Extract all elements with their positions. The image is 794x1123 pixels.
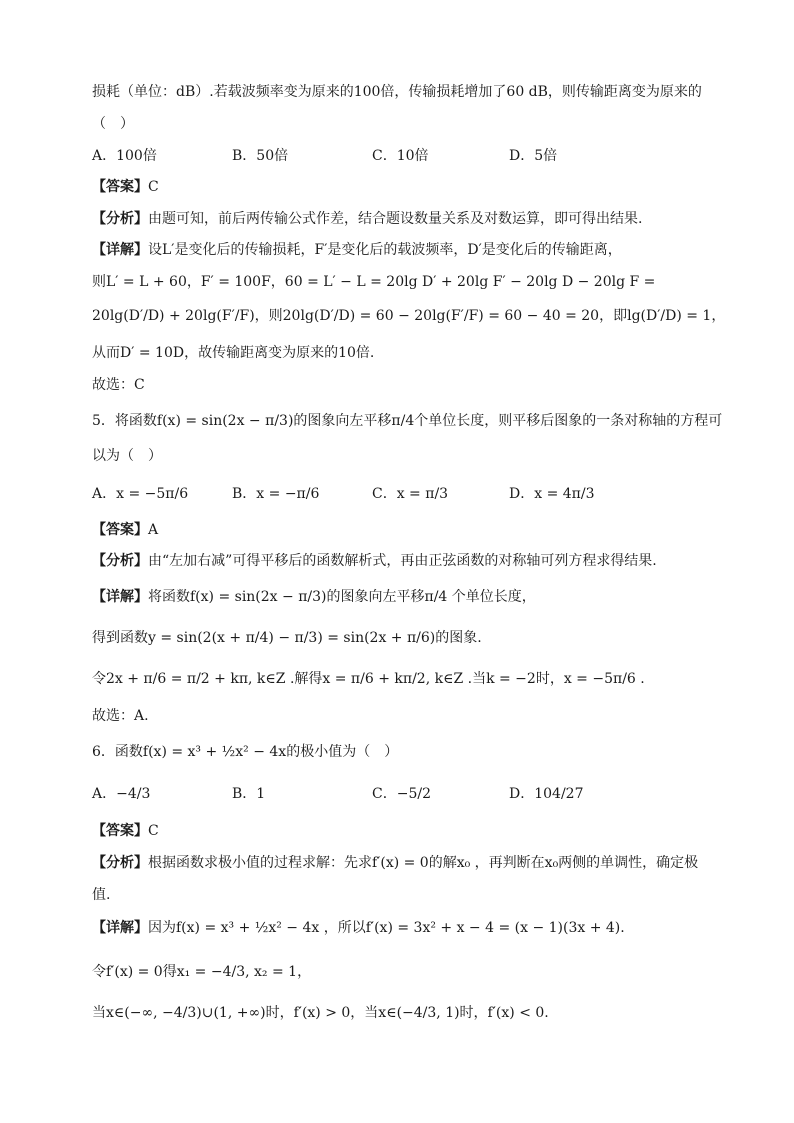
q6-option-a: A．−4/3 bbox=[92, 786, 151, 802]
q6-stem-line: 6．函数f(x) = x³ + ½x² − 4x的极小值为（ ） bbox=[92, 744, 399, 760]
q5-detail-1: 将函数f(x) = sin(2x − π/3)的图象向左平移π/4 个单位长度， bbox=[148, 589, 536, 605]
q5-analysis-line bbox=[92, 551, 704, 571]
q6-option-b: B．1 bbox=[232, 786, 266, 802]
answer-tag: 【答案】 bbox=[92, 823, 148, 839]
q4-option-d: D．5倍 bbox=[509, 148, 558, 164]
q6-answer-line bbox=[92, 821, 704, 841]
q6-option-d: D．104/27 bbox=[509, 786, 584, 802]
q6-detail-line-3: 当x∈(−∞, −4/3)∪(1, +∞)时，f′(x) > 0，当x∈(−4/3, 1)时，f′(x) < 0. bbox=[92, 1005, 549, 1021]
q5-detail-line-2: 得到函数y = sin(2(x + π/4) − π/3) = sin(2x + π/6)的图象. bbox=[92, 630, 482, 646]
q5-analysis: 由“左加右减”可得平移后的函数解析式，再由正弦函数的对称轴可列方程求得结果. bbox=[148, 553, 657, 569]
q4-choose: 故选：C bbox=[92, 377, 145, 393]
q6-detail-line-2: 令f′(x) = 0得x₁ = −4/3, x₂ = 1， bbox=[92, 964, 312, 980]
q6-analysis-line-1 bbox=[92, 853, 704, 873]
q5-option-b: B．x = −π/6 bbox=[232, 486, 320, 502]
detail-tag: 【详解】 bbox=[92, 242, 148, 258]
q6-analysis-1: 根据函数求极小值的过程求解：先求f′(x) = 0的解x₀ ，再判断在x₀两侧的单调性，确定极 bbox=[148, 855, 699, 871]
q4-detail-line-2: 则L′ = L + 60，F′ = 100F，60 = L′ − L = 20lg D′ + 20lg F′ − 20lg D − 20lg F = bbox=[92, 274, 656, 290]
q5-stem-line-2: 以为（ ） bbox=[92, 448, 162, 464]
q6-detail-line-1 bbox=[92, 918, 704, 938]
answer-tag: 【答案】 bbox=[92, 522, 148, 538]
q4-answer-line bbox=[92, 177, 704, 197]
q4-analysis-line bbox=[92, 209, 704, 229]
q4-option-b: B．50倍 bbox=[232, 148, 289, 164]
q6-answer: C bbox=[148, 823, 159, 839]
answer-tag: 【答案】 bbox=[92, 179, 148, 195]
q5-detail-line-3: 令2x + π/6 = π/2 + kπ, k∈Z .解得x = π/6 + kπ/2, k∈Z .当k = −2时，x = −5π/6 . bbox=[92, 671, 645, 687]
q4-detail-1: 设L′是变化后的传输损耗，F′是变化后的载波频率，D′是变化后的传输距离， bbox=[148, 242, 622, 258]
q5-detail-line-1 bbox=[92, 587, 704, 607]
q4-option-a: A．100倍 bbox=[92, 148, 157, 164]
q6-detail-1: 因为f(x) = x³ + ½x² − 4x ，所以f′(x) = 3x² + x − 4 = (x − 1)(3x + 4). bbox=[148, 920, 625, 936]
analysis-tag: 【分析】 bbox=[92, 211, 148, 227]
analysis-tag: 【分析】 bbox=[92, 855, 148, 871]
q4-answer: C bbox=[148, 179, 159, 195]
q6-option-c: C．−5/2 bbox=[372, 786, 431, 802]
q5-answer-line bbox=[92, 520, 704, 540]
detail-tag: 【详解】 bbox=[92, 589, 148, 605]
q4-detail-line-3: 20lg(D′/D) + 20lg(F′/F)，则20lg(D′/D) = 60 − 20lg(F′/F) = 60 − 40 = 20，即lg(D′/D) = 1， bbox=[92, 308, 726, 324]
detail-tag: 【详解】 bbox=[92, 920, 148, 936]
q4-paren: （ ） bbox=[92, 116, 134, 132]
analysis-tag: 【分析】 bbox=[92, 553, 148, 569]
q5-option-c: C．x = π/3 bbox=[372, 486, 449, 502]
q4-option-c: C．10倍 bbox=[372, 148, 429, 164]
q5-stem-line-1: 5．将函数f(x) = sin(2x − π/3)的图象向左平移π/4个单位长度，则平移后图象的一条对称轴的方程可 bbox=[92, 413, 723, 429]
q5-choose: 故选：A. bbox=[92, 708, 149, 724]
q4-detail-line-4: 从而D′ = 10D，故传输距离变为原来的10倍. bbox=[92, 345, 375, 361]
q4-analysis: 由题可知，前后两传输公式作差，结合题设数量关系及对数运算，即可得出结果. bbox=[148, 211, 643, 227]
q4-intro-line: 损耗（单位：dB）.若载波频率变为原来的100倍，传输损耗增加了60 dB，则传输距离变为原来的 bbox=[92, 84, 702, 100]
q4-detail-line-1 bbox=[92, 240, 704, 260]
q5-option-d: D．x = 4π/3 bbox=[509, 486, 595, 502]
q6-analysis-line-2: 值. bbox=[92, 887, 111, 903]
q5-option-a: A．x = −5π/6 bbox=[92, 486, 189, 502]
q5-answer: A bbox=[148, 522, 159, 538]
